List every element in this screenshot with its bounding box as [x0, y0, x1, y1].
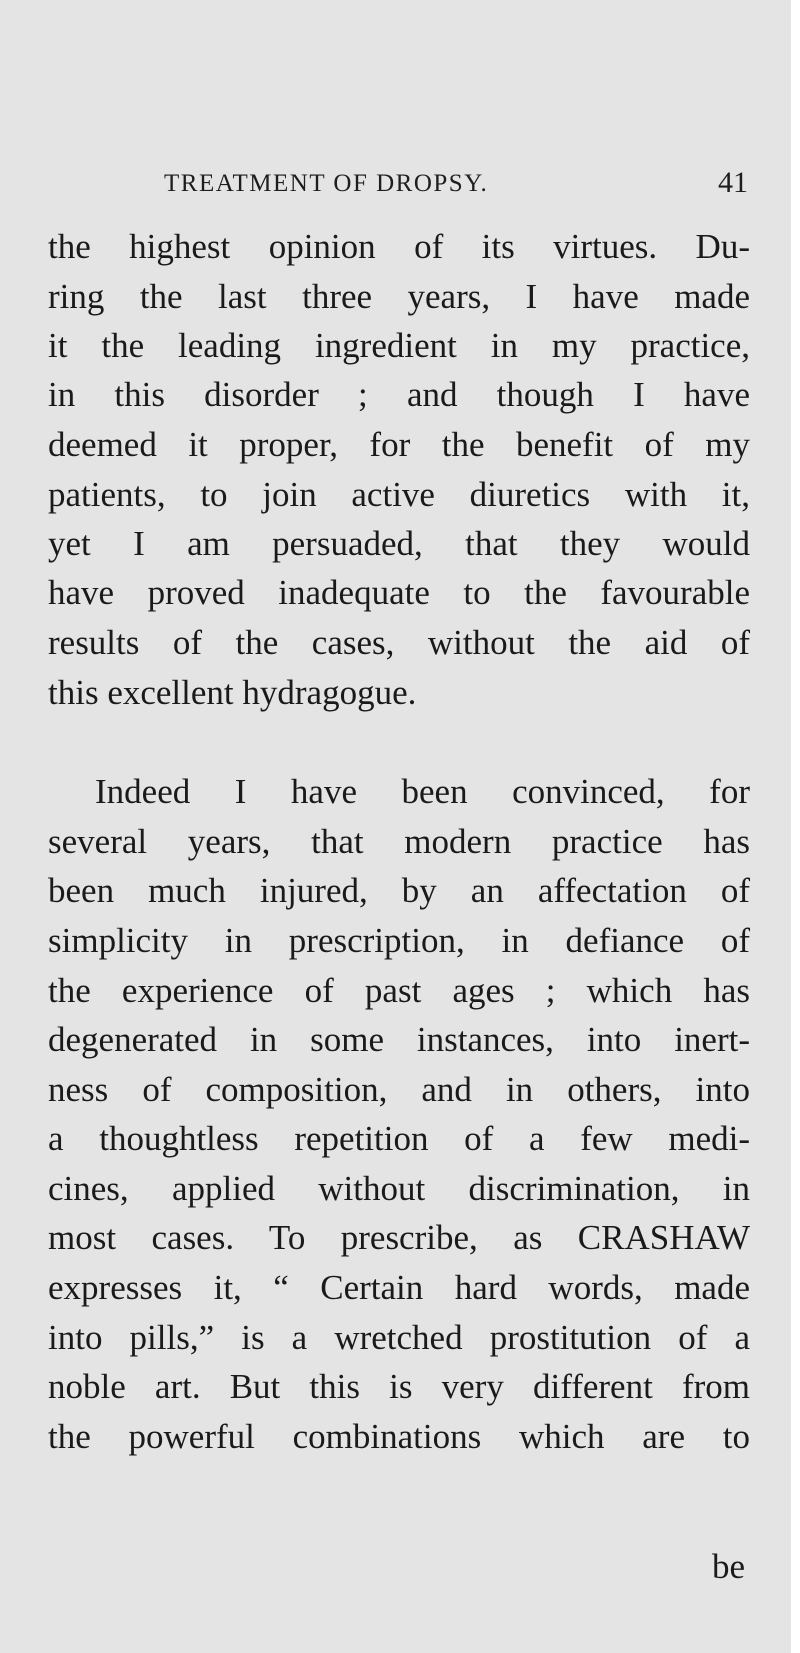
text-line: simplicity in prescription, in defiance of: [48, 921, 750, 960]
text-line: been much injured, by an affectation of: [48, 871, 750, 910]
text-line: Indeed I have been convinced, for: [95, 772, 750, 811]
running-title: TREATMENT OF DROPSY.: [164, 170, 489, 197]
page-edge: [791, 0, 800, 1653]
text-line: have proved inadequate to the favourable: [48, 573, 750, 612]
text-line: in this disorder ; and though I have: [48, 375, 750, 414]
text-line: degenerated in some instances, into inert-: [48, 1020, 750, 1059]
text-line: yet I am persuaded, that they would: [48, 524, 750, 563]
text-line: a thoughtless repetition of a few medi-: [48, 1119, 750, 1158]
text-line: cines, applied without discrimination, in: [48, 1169, 750, 1208]
text-line: the powerful combinations which are to: [48, 1417, 750, 1456]
text-line: into pills,” is a wretched prostitution of a: [48, 1318, 750, 1357]
text-line: ring the last three years, I have made: [48, 277, 750, 316]
text-line: most cases. To prescribe, as CRASHAW: [48, 1218, 750, 1257]
text-line: noble art. But this is very different from: [48, 1367, 750, 1406]
text-line: the highest opinion of its virtues. Du-: [48, 227, 750, 266]
catchword: be: [711, 1547, 745, 1586]
text-line: it the leading ingredient in my practice,: [48, 326, 750, 365]
text-line: ness of composition, and in others, into: [48, 1070, 750, 1109]
text-line: expresses it, “ Certain hard words, made: [48, 1268, 750, 1307]
page-header: [48, 166, 748, 210]
text-line: this excellent hydragogue.: [48, 673, 417, 712]
page-number: 41: [718, 166, 748, 199]
text-line: the experience of past ages ; which has: [48, 971, 750, 1010]
text-line: patients, to join active diuretics with it,: [48, 475, 750, 514]
text-line: results of the cases, without the aid of: [48, 623, 750, 662]
text-line: deemed it proper, for the benefit of my: [48, 425, 750, 464]
text-line: several years, that modern practice has: [48, 822, 750, 861]
